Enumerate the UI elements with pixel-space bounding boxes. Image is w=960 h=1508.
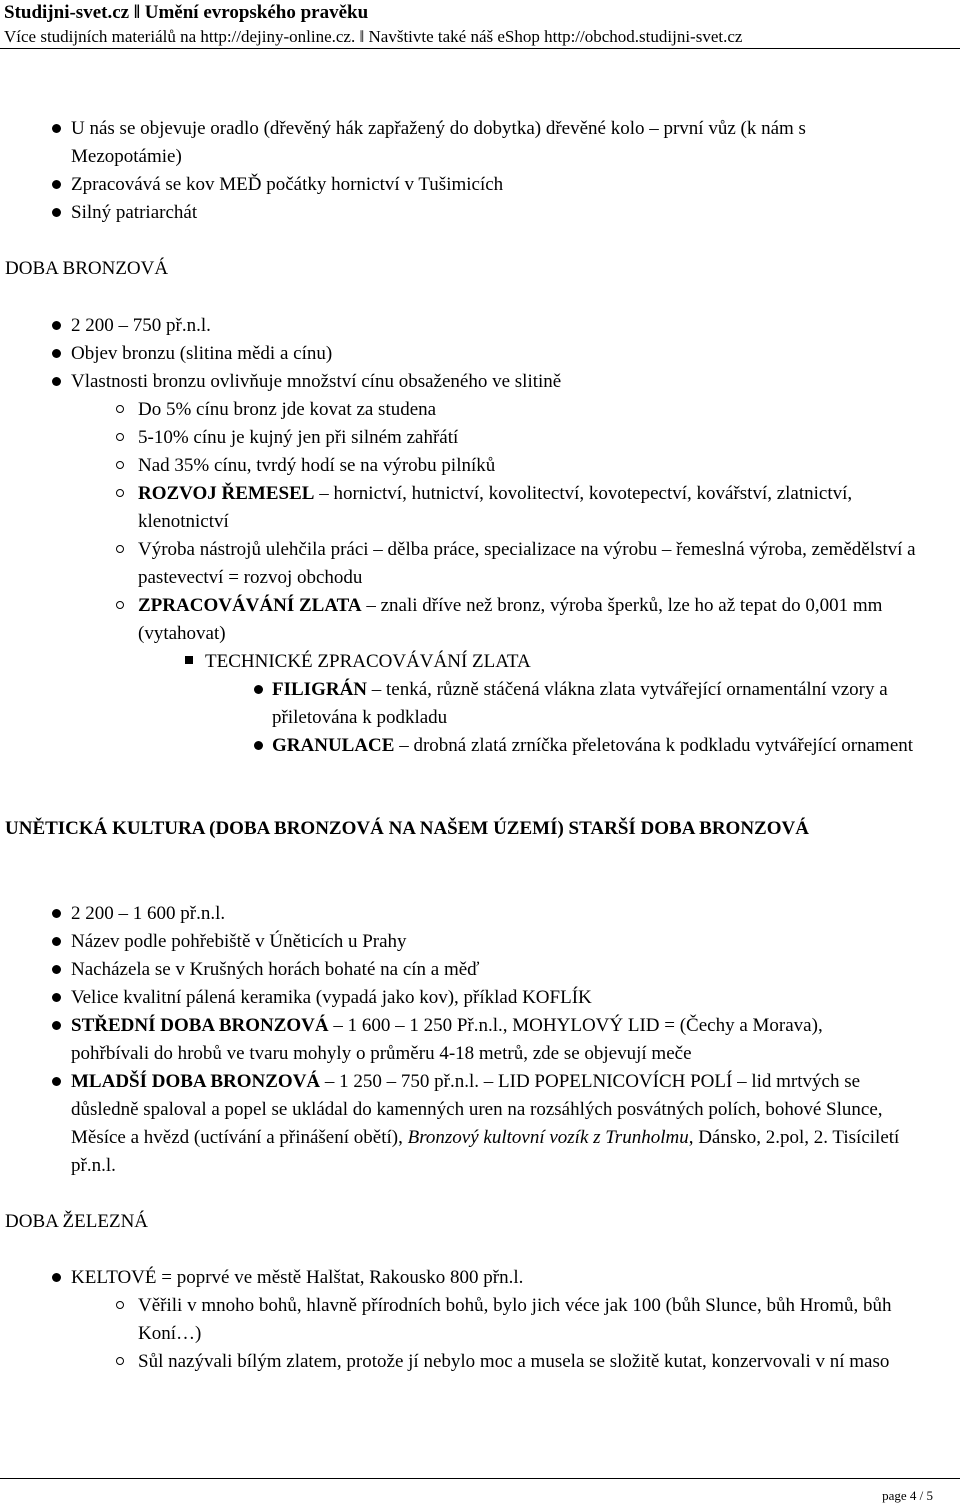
circle-bullet-icon	[116, 1301, 124, 1309]
bullet-icon	[52, 993, 61, 1002]
bullet-icon	[52, 1021, 61, 1030]
bullet-icon	[254, 685, 263, 694]
list-item: KELTOVÉ = poprvé ve městě Halštat, Rakousko 800 přn.l.	[71, 1267, 524, 1288]
circle-bullet-icon	[116, 489, 124, 497]
bullet-icon	[52, 377, 61, 386]
square-bullet-icon	[185, 656, 193, 664]
list-item-crafts	[138, 480, 918, 536]
bullet-icon	[52, 1273, 61, 1282]
list-item: Nad 35% cínu, tvrdý hodí se na výrobu pilníků	[138, 455, 496, 476]
footer-divider	[0, 1478, 960, 1479]
section-heading-iron: DOBA ŽELEZNÁ	[5, 1211, 149, 1232]
list-item: Věřili v mnoho bohů, hlavně přírodních bohů, bylo jich véce jak 100 (bůh Slunce, bůh Hromů, bůh Koní…)	[138, 1295, 892, 1344]
bullet-icon	[52, 349, 61, 358]
bullet-icon	[254, 741, 263, 750]
bullet-icon	[52, 965, 61, 974]
late-bronze-label: MLADŠÍ DOBA BRONZOVÁ	[71, 1071, 321, 1092]
circle-bullet-icon	[116, 545, 124, 553]
crafts-label: ROZVOJ ŘEMESEL	[138, 483, 315, 504]
gold-label: ZPRACOVÁVÁNÍ ZLATA	[138, 595, 362, 616]
bullet-icon	[52, 124, 61, 133]
late-bronze-text: – 1 250 – 750 př.n.l. – LID POPELNICOVÍCH POLÍ – lid mrtvých se důsledně spaloval a popel se ukládal do kamenných uren na rozsáhlých posvátných polích, bohové Slunce, Měsíce a hvězd (uctívání a přinášení obětí),	[71, 1071, 883, 1148]
list-item: U nás se objevuje oradlo (dřevěný hák zapřažený do dobytka) dřevěné kolo – první vůz (k nám s Mezopotámie)	[71, 118, 806, 167]
header-divider	[0, 48, 960, 49]
filigran-text: – tenká, různě stáčená vlákna zlata vytvářející ornamentální vzory a přiletována k podkladu	[272, 679, 888, 728]
circle-bullet-icon	[116, 1357, 124, 1365]
circle-bullet-icon	[116, 601, 124, 609]
list-item: Velice kvalitní pálená keramika (vypadá jako kov), příklad KOFLÍK	[71, 987, 592, 1008]
list-item-filigran	[272, 676, 937, 732]
list-item: Zpracovává se kov MEĎ počátky hornictví v Tušimicích	[71, 174, 504, 195]
section-heading-unetice: UNĚTICKÁ KULTURA (DOBA BRONZOVÁ NA NAŠEM ÚZEMÍ) STARŠÍ DOBA BRONZOVÁ	[5, 818, 809, 839]
list-item: Sůl nazývali bílým zlatem, protože jí nebylo moc a musela se složitě kutat, konzervovali v ní maso	[138, 1351, 890, 1372]
list-item-late-bronze	[71, 1068, 926, 1180]
page-number: page 4 / 5	[882, 1488, 933, 1503]
list-item: Objev bronzu (slitina mědi a cínu)	[71, 343, 333, 364]
list-item: TECHNICKÉ ZPRACOVÁVÁNÍ ZLATA	[205, 651, 531, 672]
bullet-icon	[52, 909, 61, 918]
filigran-label: FILIGRÁN	[272, 679, 368, 700]
circle-bullet-icon	[116, 461, 124, 469]
list-item: Vlastnosti bronzu ovlivňuje množství cínu obsaženého ve slitině	[71, 371, 562, 392]
middle-bronze-label: STŘEDNÍ DOBA BRONZOVÁ	[71, 1015, 329, 1036]
list-item: Do 5% cínu bronz jde kovat za studena	[138, 399, 437, 420]
bullet-icon	[52, 1077, 61, 1086]
header-title: Studijni-svet.cz ǁ Umění evropského pravěku	[4, 2, 369, 23]
list-item-granulace	[272, 732, 947, 760]
list-item-gold	[138, 592, 938, 648]
crafts-text: – hornictví, hutnictví, kovolitectví, kovotepectví, kovářství, zlatnictví, klenotnictví	[138, 483, 853, 532]
header-subtitle: Více studijních materiálů na http://dejiny-online.cz. ǁ Navštivte také náš eShop http://obchod.studijni-svet.cz	[4, 27, 743, 46]
list-item: Název podle pohřebiště v Úněticích u Prahy	[71, 931, 407, 952]
circle-bullet-icon	[116, 433, 124, 441]
list-item: 2 200 – 1 600 př.n.l.	[71, 903, 226, 924]
circle-bullet-icon	[116, 405, 124, 413]
list-item: Výroba nástrojů ulehčila práci – dělba práce, specializace na výrobu – řemeslná výroba, zemědělství a pastevectví = rozvoj obchodu	[138, 539, 916, 588]
list-item: 5-10% cínu je kujný jen při silném zahřátí	[138, 427, 459, 448]
granulace-text: – drobná zlatá zrníčka přeletována k podkladu vytvářející ornament	[394, 735, 914, 756]
late-bronze-artifact: Bronzový kultovní vozík z Trunholmu	[407, 1127, 689, 1148]
granulace-label: GRANULACE	[272, 735, 395, 756]
list-item: Silný patriarchát	[71, 202, 198, 223]
list-item-middle-bronze	[71, 1012, 901, 1068]
bullet-icon	[52, 321, 61, 330]
section-heading-bronze: DOBA BRONZOVÁ	[5, 258, 169, 279]
gold-text: – znali dříve než bronz, výroba šperků, lze ho až tepat do 0,001 mm (vytahovat)	[138, 595, 883, 644]
bullet-icon	[52, 180, 61, 189]
late-bronze-end: , Dánsko, 2.pol, 2. Tisíciletí př.n.l.	[71, 1127, 900, 1176]
bullet-icon	[52, 937, 61, 946]
bullet-icon	[52, 208, 61, 217]
middle-bronze-text: – 1 600 – 1 250 Př.n.l., MOHYLOVÝ LID = (Čechy a Morava), pohřbívali do hrobů ve tvaru mohyly o průměru 4-18 metrů, zde se objevují meče	[71, 1015, 823, 1064]
list-item: Nacházela se v Krušných horách bohaté na cín a měď	[71, 959, 480, 980]
list-item: 2 200 – 750 př.n.l.	[71, 315, 211, 336]
